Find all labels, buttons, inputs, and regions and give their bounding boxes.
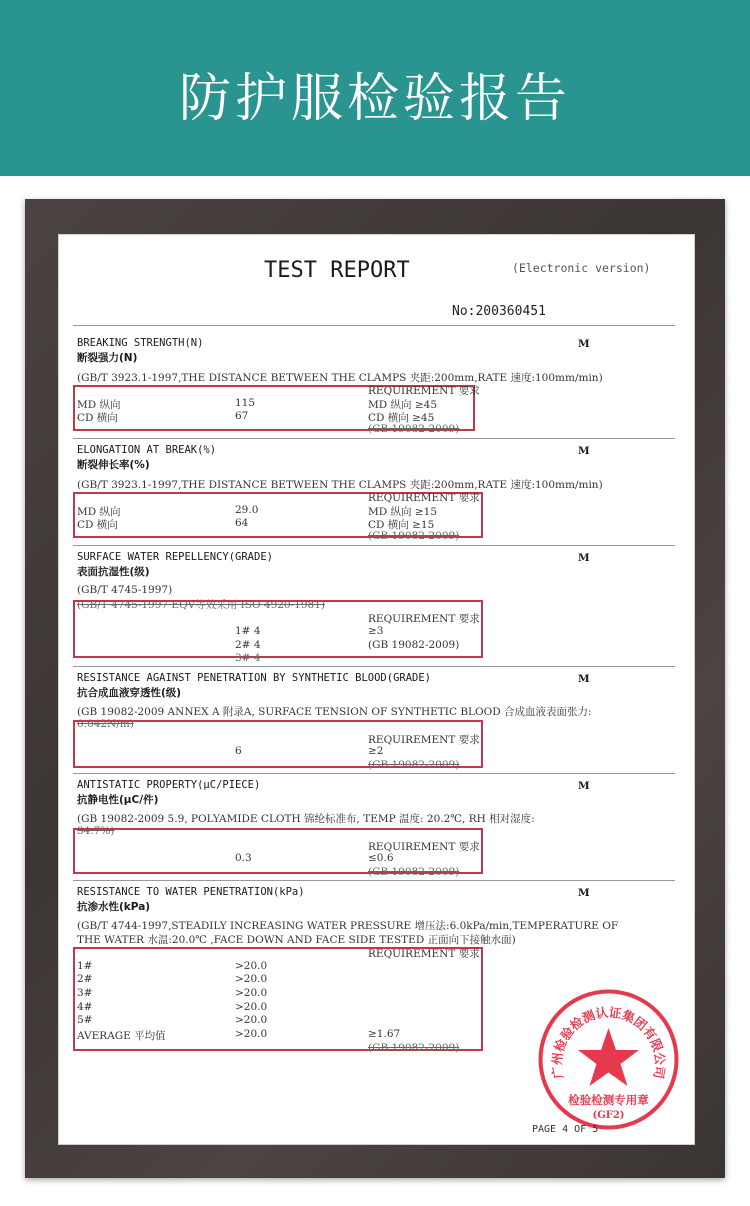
test-standard: THE WATER 水温:20.0℃ ,FACE DOWN AND FACE SIDE TESTED 正面向下接触水面) (77, 934, 516, 946)
requirement-standard: (GB 19082-2009) (368, 759, 460, 771)
requirement-title: REQUIREMENT 要求 (368, 734, 480, 746)
divider (73, 438, 675, 439)
row-label: MD 纵向 (77, 399, 121, 411)
row-label: 3# (77, 987, 93, 999)
section-marker: M (578, 780, 590, 792)
requirement-standard: (GB 19082-2009) (368, 423, 460, 435)
row-requirement: MD 纵向 ≥15 (368, 506, 438, 518)
section-title-en: ELONGATION AT BREAK(%) (77, 444, 217, 456)
section-title-zh: 抗渗水性(kPa) (77, 901, 151, 913)
row-label: MD 纵向 (77, 506, 121, 518)
row-requirement: MD 纵向 ≥45 (368, 399, 438, 411)
requirement-standard: (GB 19082-2009) (368, 530, 460, 542)
row-value: >20.0 (235, 960, 268, 972)
row-label: 2# 4 (235, 639, 261, 651)
report-title: TEST REPORT (264, 258, 410, 283)
row-label: 2# (77, 973, 93, 985)
row-requirement: ≤0.6 (368, 852, 394, 864)
banner-title: 防护服检验报告 (178, 69, 571, 129)
test-standard: (GB 19082-2009 5.9, POLYAMIDE CLOTH 锦纶标准布, TEMP 温度: 20.2℃, RH 相对湿度: (77, 813, 535, 825)
test-standard: (GB 19082-2009 ANNEX A 附录A, SURFACE TENSION OF SYNTHETIC BLOOD 合成血液表面张力: (77, 706, 592, 718)
row-label: CD 横向 (77, 412, 118, 424)
divider (73, 773, 675, 774)
seal-code: (GF2) (592, 1110, 625, 1121)
requirement-standard: (GB 19082-2009) (368, 866, 460, 878)
row-label: 1# 4 (235, 625, 261, 637)
section-marker: M (578, 552, 590, 564)
divider (73, 545, 675, 546)
row-label: 4# (77, 1001, 93, 1013)
official-seal (537, 988, 680, 1131)
section-title-zh: 抗静电性(μC/件) (77, 794, 159, 806)
section-marker: M (578, 887, 590, 899)
divider (73, 325, 675, 326)
row-value: >20.0 (235, 1028, 268, 1040)
report-number: No:200360451 (452, 304, 546, 319)
row-value: 67 (235, 410, 249, 422)
section-title-zh: 断裂强力(N) (77, 352, 138, 364)
requirement-standard: (GB 19082-2009) (368, 1042, 460, 1054)
row-label: AVERAGE 平均值 (77, 1030, 166, 1042)
section-marker: M (578, 673, 590, 685)
section-title-zh: 抗合成血液穿透性(级) (77, 687, 182, 699)
row-requirement: ≥2 (368, 745, 384, 757)
row-value: 115 (235, 397, 256, 409)
row-value: 64 (235, 517, 249, 529)
divider (73, 666, 675, 667)
test-standard: (GB/T 4744-1997,STEADILY INCREASING WATER PRESSURE 增压法:6.0kPa/min,TEMPERATURE OF (77, 920, 619, 932)
section-title-en: BREAKING STRENGTH(N) (77, 337, 204, 349)
section-marker: M (578, 445, 590, 457)
requirement-title: REQUIREMENT 要求 (368, 385, 480, 397)
test-standard: 34.7%) (77, 825, 115, 837)
divider (73, 880, 675, 881)
row-label: 5# (77, 1014, 93, 1026)
seal-star-icon (578, 1028, 639, 1086)
requirement-title: REQUIREMENT 要求 (368, 948, 480, 960)
requirement-title: REQUIREMENT 要求 (368, 492, 480, 504)
row-requirement: CD 横向 ≥45 (368, 412, 435, 424)
requirement-title: REQUIREMENT 要求 (368, 841, 480, 853)
row-value: 6 (235, 745, 242, 757)
section-title-en: RESISTANCE AGAINST PENETRATION BY SYNTHETIC BLOOD(GRADE) (77, 672, 432, 684)
section-title-zh: 断裂伸长率(%) (77, 459, 150, 471)
row-label: CD 横向 (77, 519, 118, 531)
test-standard: (GB/T 3923.1-1997,THE DISTANCE BETWEEN THE CLAMPS 夹距:200mm,RATE 速度:100mm/min) (77, 479, 603, 491)
requirement-title: REQUIREMENT 要求 (368, 613, 480, 625)
row-value: >20.0 (235, 973, 268, 985)
row-requirement: (GB 19082-2009) (368, 639, 460, 651)
section-title-zh: 表面抗湿性(级) (77, 566, 150, 578)
page-number: PAGE 4 OF 5 (532, 1124, 599, 1135)
test-standard: (GB/T 4745-1997 EQV等效采用 ISO 4920-1981) (77, 599, 325, 611)
row-value: 0.3 (235, 852, 252, 864)
test-standard: (GB/T 4745-1997) (77, 584, 173, 596)
row-value: >20.0 (235, 1014, 268, 1026)
header-banner (0, 0, 750, 176)
row-requirement: CD 横向 ≥15 (368, 519, 435, 531)
row-requirement: ≥3 (368, 625, 384, 637)
row-label: 1# (77, 960, 93, 972)
section-title-en: RESISTANCE TO WATER PENETRATION(kPa) (77, 886, 305, 898)
row-label: 3# 4 (235, 652, 261, 664)
report-subtitle: (Electronic version) (512, 261, 651, 275)
test-standard: (GB/T 3923.1-1997,THE DISTANCE BETWEEN THE CLAMPS 夹距:200mm,RATE 速度:100mm/min) (77, 372, 603, 384)
row-value: 29.0 (235, 504, 259, 516)
seal-center-text: 检验检测专用章 (568, 1093, 649, 1107)
section-marker: M (578, 338, 590, 350)
test-standard: 0.042N/m) (77, 718, 134, 730)
section-title-en: ANTISTATIC PROPERTY(μC/PIECE) (77, 779, 261, 791)
row-requirement: ≥1.67 (368, 1028, 401, 1040)
row-value: >20.0 (235, 1001, 268, 1013)
row-value: >20.0 (235, 987, 268, 999)
section-title-en: SURFACE WATER REPELLENCY(GRADE) (77, 551, 273, 563)
seal-ring-text: 广州检验检测认证集团有限公司 (549, 1004, 668, 1080)
